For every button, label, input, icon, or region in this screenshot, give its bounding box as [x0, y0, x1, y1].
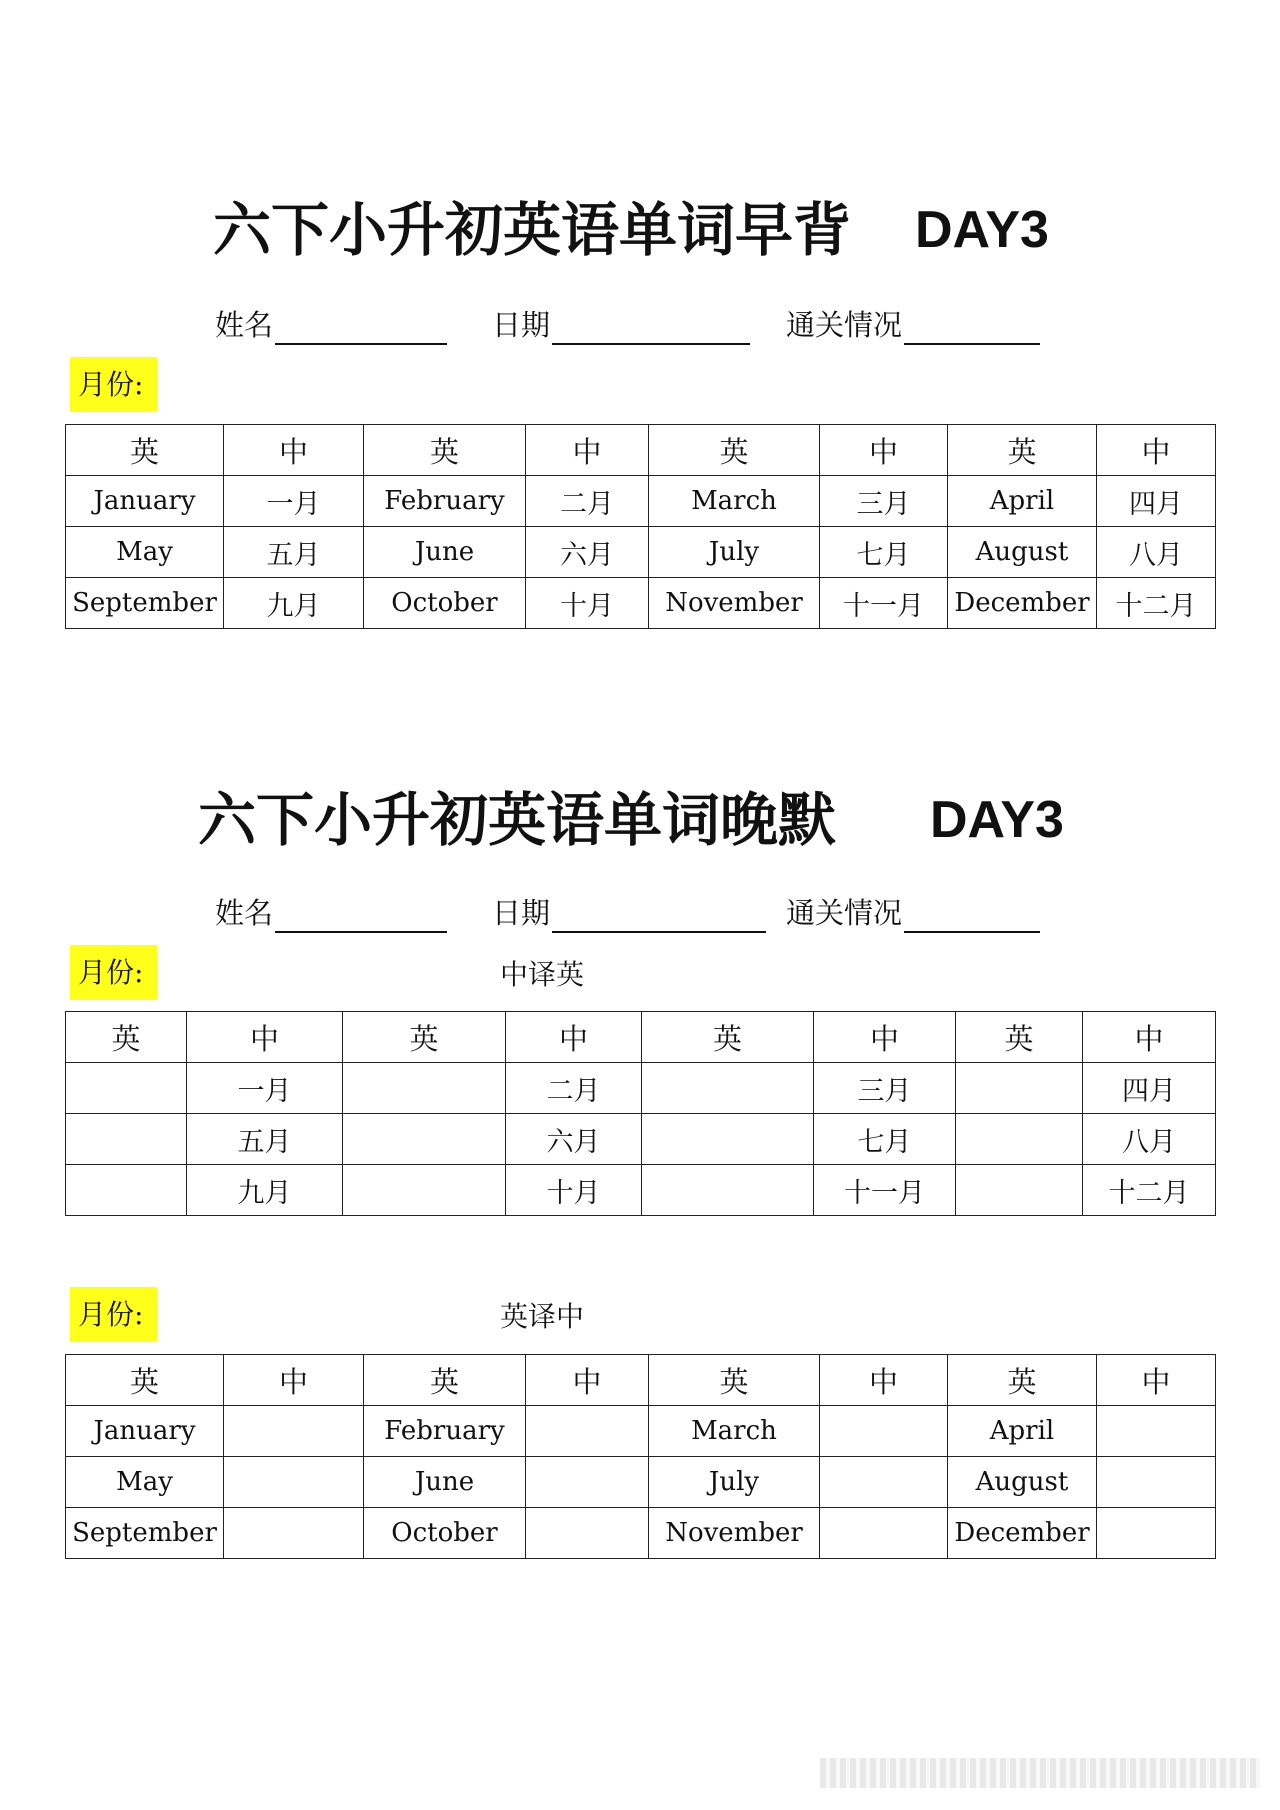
header-cell: 中 [224, 425, 364, 476]
morning-vocab-table [65, 424, 1216, 629]
answer-cell[interactable] [66, 1114, 187, 1165]
header-cell: 英 [642, 1012, 814, 1063]
answer-cell[interactable] [642, 1063, 814, 1114]
morning-status-field[interactable] [786, 305, 1040, 345]
en-cell: January [66, 476, 224, 527]
header-cell: 英 [364, 1355, 526, 1406]
answer-cell[interactable] [1097, 1508, 1216, 1559]
answer-cell[interactable] [642, 1165, 814, 1216]
name-label: 姓名 [215, 896, 274, 930]
evening-day-label: DAY3 [930, 791, 1064, 849]
zh-cell: 十二月 [1097, 578, 1216, 629]
header-cell: 中 [820, 425, 948, 476]
status-label: 通关情况 [786, 308, 903, 342]
zh-en-month-tag: 月份: [70, 945, 157, 1000]
zh-cell: 九月 [224, 578, 364, 629]
zh-cell: 三月 [820, 476, 948, 527]
evening-date-field[interactable] [492, 893, 766, 933]
en-cell: May [66, 527, 224, 578]
en-cell: March [649, 1406, 820, 1457]
header-cell: 英 [343, 1012, 506, 1063]
zh-cell: 七月 [814, 1114, 956, 1165]
table-row [66, 476, 1216, 527]
date-label: 日期 [492, 308, 551, 342]
header-cell: 英 [948, 425, 1097, 476]
answer-cell[interactable] [820, 1457, 948, 1508]
answer-cell[interactable] [956, 1114, 1083, 1165]
zh-cell: 一月 [224, 476, 364, 527]
header-cell: 中 [1097, 425, 1216, 476]
header-cell: 中 [1097, 1355, 1216, 1406]
en-cell: July [649, 1457, 820, 1508]
table-row [66, 1063, 1216, 1114]
en-cell: December [948, 578, 1097, 629]
zh-en-table [65, 1011, 1216, 1216]
status-label: 通关情况 [786, 896, 903, 930]
zh-cell: 四月 [1097, 476, 1216, 527]
evening-status-field[interactable] [786, 893, 1040, 933]
table-row [66, 1114, 1216, 1165]
answer-cell[interactable] [66, 1165, 187, 1216]
answer-cell[interactable] [343, 1165, 506, 1216]
answer-cell[interactable] [526, 1457, 649, 1508]
answer-cell[interactable] [642, 1114, 814, 1165]
en-cell: October [364, 1508, 526, 1559]
en-cell: December [948, 1508, 1097, 1559]
answer-cell[interactable] [1097, 1457, 1216, 1508]
morning-name-field[interactable] [215, 305, 447, 345]
table-row [66, 578, 1216, 629]
answer-cell[interactable] [820, 1406, 948, 1457]
zh-cell: 十一月 [820, 578, 948, 629]
answer-cell[interactable] [820, 1508, 948, 1559]
answer-cell[interactable] [224, 1457, 364, 1508]
header-cell: 中 [224, 1355, 364, 1406]
header-cell: 英 [66, 1012, 187, 1063]
header-cell: 中 [820, 1355, 948, 1406]
header-cell: 英 [956, 1012, 1083, 1063]
header-cell: 英 [649, 425, 820, 476]
zh-cell: 九月 [187, 1165, 343, 1216]
zh-cell: 二月 [506, 1063, 642, 1114]
answer-cell[interactable] [66, 1063, 187, 1114]
zh-cell: 十二月 [1083, 1165, 1216, 1216]
en-cell: September [66, 578, 224, 629]
answer-cell[interactable] [526, 1508, 649, 1559]
table-header-row [66, 1355, 1216, 1406]
en-cell: October [364, 578, 526, 629]
evening-name-field[interactable] [215, 893, 447, 933]
header-cell: 英 [364, 425, 526, 476]
table-row [66, 1406, 1216, 1457]
table-header-row [66, 425, 1216, 476]
header-cell: 中 [526, 1355, 649, 1406]
table-row [66, 527, 1216, 578]
zh-cell: 六月 [526, 527, 649, 578]
zh-cell: 五月 [224, 527, 364, 578]
en-cell: November [649, 1508, 820, 1559]
en-zh-table [65, 1354, 1216, 1559]
zh-cell: 八月 [1097, 527, 1216, 578]
zh-cell: 四月 [1083, 1063, 1216, 1114]
header-cell: 英 [649, 1355, 820, 1406]
zh-cell: 三月 [814, 1063, 956, 1114]
answer-cell[interactable] [343, 1114, 506, 1165]
en-cell: June [364, 1457, 526, 1508]
zh-cell: 十月 [526, 578, 649, 629]
zh-en-subtitle: 中译英 [500, 958, 585, 991]
en-zh-month-tag: 月份: [70, 1287, 157, 1342]
answer-cell[interactable] [343, 1063, 506, 1114]
en-cell: August [948, 1457, 1097, 1508]
morning-day-label: DAY3 [915, 201, 1049, 259]
header-cell: 中 [1083, 1012, 1216, 1063]
en-cell: August [948, 527, 1097, 578]
name-label: 姓名 [215, 308, 274, 342]
zh-cell: 十月 [506, 1165, 642, 1216]
en-zh-subtitle: 英译中 [500, 1300, 585, 1333]
header-cell: 中 [506, 1012, 642, 1063]
answer-cell[interactable] [956, 1165, 1083, 1216]
scan-artifact-bar [820, 1758, 1260, 1788]
date-label: 日期 [492, 896, 551, 930]
header-cell: 英 [66, 1355, 224, 1406]
zh-cell: 五月 [187, 1114, 343, 1165]
answer-cell[interactable] [956, 1063, 1083, 1114]
header-cell: 中 [187, 1012, 343, 1063]
zh-cell: 十一月 [814, 1165, 956, 1216]
en-cell: November [649, 578, 820, 629]
zh-cell: 六月 [506, 1114, 642, 1165]
header-cell: 中 [814, 1012, 956, 1063]
zh-cell: 八月 [1083, 1114, 1216, 1165]
zh-cell: 七月 [820, 527, 948, 578]
en-cell: February [364, 1406, 526, 1457]
en-cell: April [948, 476, 1097, 527]
morning-month-tag: 月份: [70, 357, 157, 412]
en-cell: May [66, 1457, 224, 1508]
table-header-row [66, 1012, 1216, 1063]
answer-cell[interactable] [224, 1508, 364, 1559]
en-cell: April [948, 1406, 1097, 1457]
morning-date-field[interactable] [492, 305, 750, 345]
en-cell: January [66, 1406, 224, 1457]
table-row [66, 1508, 1216, 1559]
table-row [66, 1457, 1216, 1508]
en-cell: September [66, 1508, 224, 1559]
en-cell: June [364, 527, 526, 578]
table-row [66, 1165, 1216, 1216]
header-cell: 英 [948, 1355, 1097, 1406]
header-cell: 英 [66, 425, 224, 476]
zh-cell: 一月 [187, 1063, 343, 1114]
answer-cell[interactable] [1097, 1406, 1216, 1457]
answer-cell[interactable] [224, 1406, 364, 1457]
en-cell: February [364, 476, 526, 527]
zh-cell: 二月 [526, 476, 649, 527]
evening-title: 六下小升初英语单词晚默 [198, 786, 837, 854]
header-cell: 中 [526, 425, 649, 476]
en-cell: March [649, 476, 820, 527]
answer-cell[interactable] [526, 1406, 649, 1457]
en-cell: July [649, 527, 820, 578]
morning-title: 六下小升初英语单词早背 [213, 196, 852, 264]
